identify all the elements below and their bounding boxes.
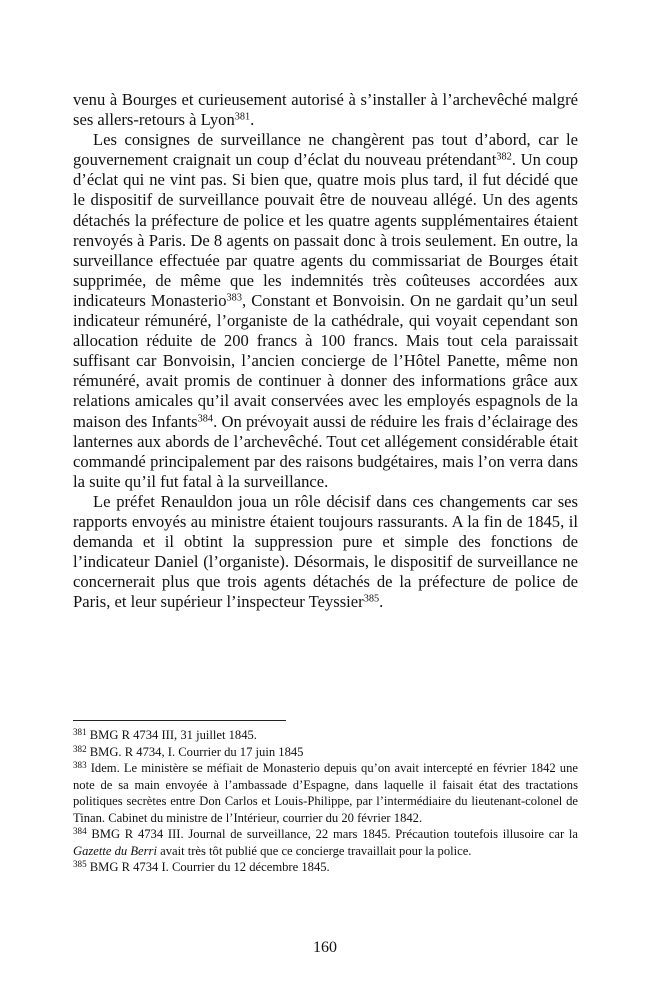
footnote-reference: 381 bbox=[234, 111, 251, 123]
paragraph bbox=[73, 130, 578, 492]
paragraph bbox=[73, 90, 578, 130]
footnote-reference: 382 bbox=[496, 151, 512, 163]
text-run: venu à Bourges et curieusement autorisé à s’installer à l’archevêché malgré ses allers-retours à Lyon bbox=[73, 90, 578, 130]
body-text bbox=[73, 90, 578, 612]
text-run: Le préfet Renauldon joua un rôle décisif dans ces changements car ses rapports envoyés au ministre étaient toujours rassurants. A la fin de 1845, il demanda et il obtint la suppression pure et simple des fonctions de l’indicateur Daniel (l’organiste). Désormais, le dispositif de surveillance ne concernerait plus que trois agents détachés de la préfecture de police de Paris, et leur supérieur l’inspecteur Teyssier bbox=[73, 491, 578, 612]
text-run: BMG R 4734 III, 31 juillet 1845. bbox=[86, 728, 257, 742]
italic-title: Gazette du Berri bbox=[73, 843, 157, 858]
text-run: . Un coup d’éclat qui ne vint pas. Si bien que, quatre mois plus tard, il fut décidé que le dispositif de surveillance pouvait être de nouveau allégé. Un des agents détachés la préfecture de police et les quatre agents supplémentaires étaient renvoyés à Paris. De 8 agents on passait donc à trois seulement. En outre, la surveillance effectuée par quatre agents du commissariat de Bourges était supprimée, de même que les indemnités très coûteuses accordées aux indicateurs Monasterio bbox=[73, 150, 578, 310]
text-run: BMG R 4734 III. Journal de surveillance, 22 mars 1845. Précaution toutefois illusoire car la bbox=[86, 827, 578, 841]
footnotes bbox=[73, 727, 578, 876]
footnote-number: 385 bbox=[73, 858, 87, 869]
footnote bbox=[73, 859, 578, 876]
footnote-reference: 384 bbox=[197, 412, 214, 424]
footnote-number: 383 bbox=[73, 759, 87, 770]
footnote-number: 384 bbox=[73, 825, 87, 836]
text-run: . bbox=[379, 592, 384, 612]
footnote bbox=[73, 760, 578, 826]
footnote-separator bbox=[73, 720, 286, 721]
paragraph bbox=[73, 492, 578, 613]
page-number: 160 bbox=[313, 939, 337, 956]
footnote-reference: 383 bbox=[226, 292, 242, 304]
text-run: Idem. Le ministère se méfiait de Monasterio depuis qu’on avait intercepté en février 1842 une note de sa main envoyée à l’ambassade d’Espagne, dans laquelle il faisait état des tractations politiques secrètes entre Don Carlos et Louis-Philippe, par l’intermédiaire du lieutenant-colonel de Tinan. Cabinet du ministre de l’Intérieur, courrier du 20 février 1842. bbox=[73, 761, 578, 825]
text-run: . On prévoyait aussi de réduire les frais d’éclairage des lanternes aux abords de l’archevêché. Tout cet allégement considérable était commandé principalement par des raisons budgétaires, mais l’on verra dans la suite qu’il fut fatal à la surveillance. bbox=[73, 411, 578, 491]
text-run: . bbox=[250, 110, 255, 130]
footnote-number: 381 bbox=[73, 726, 87, 737]
footnote bbox=[73, 744, 578, 761]
text-run: Les consignes de surveillance ne changèrent pas tout d’abord, car le gouvernement craignait un coup d’éclat du nouveau prétendant bbox=[73, 130, 578, 170]
footnote bbox=[73, 826, 578, 859]
text-run: , Constant et Bonvoisin. On ne gardait qu’un seul indicateur rémunéré, l’organiste de la cathédrale, qui voyait cependant son allocation réduite de 200 francs à 100 francs. Mais tout cela paraissait suffisant car Bonvoisin, l’ancien concierge de l’Hôtel Panette, même non rémunéré, avait promis de continuer à donner des informations grâce aux relations amicales qu’il avait conservées avec les employés espagnols de la maison des Infants bbox=[73, 290, 579, 431]
footnote-reference: 385 bbox=[363, 593, 380, 605]
text-run: BMG. R 4734, I. Courrier du 17 juin 1845 bbox=[86, 744, 304, 759]
text-run: avait très tôt publié que ce concierge travaillait pour la police. bbox=[156, 843, 472, 858]
text-run: BMG R 4734 I. Courrier du 12 décembre 1845. bbox=[86, 860, 330, 874]
footnote-number: 382 bbox=[73, 743, 87, 754]
footnote bbox=[73, 727, 578, 744]
